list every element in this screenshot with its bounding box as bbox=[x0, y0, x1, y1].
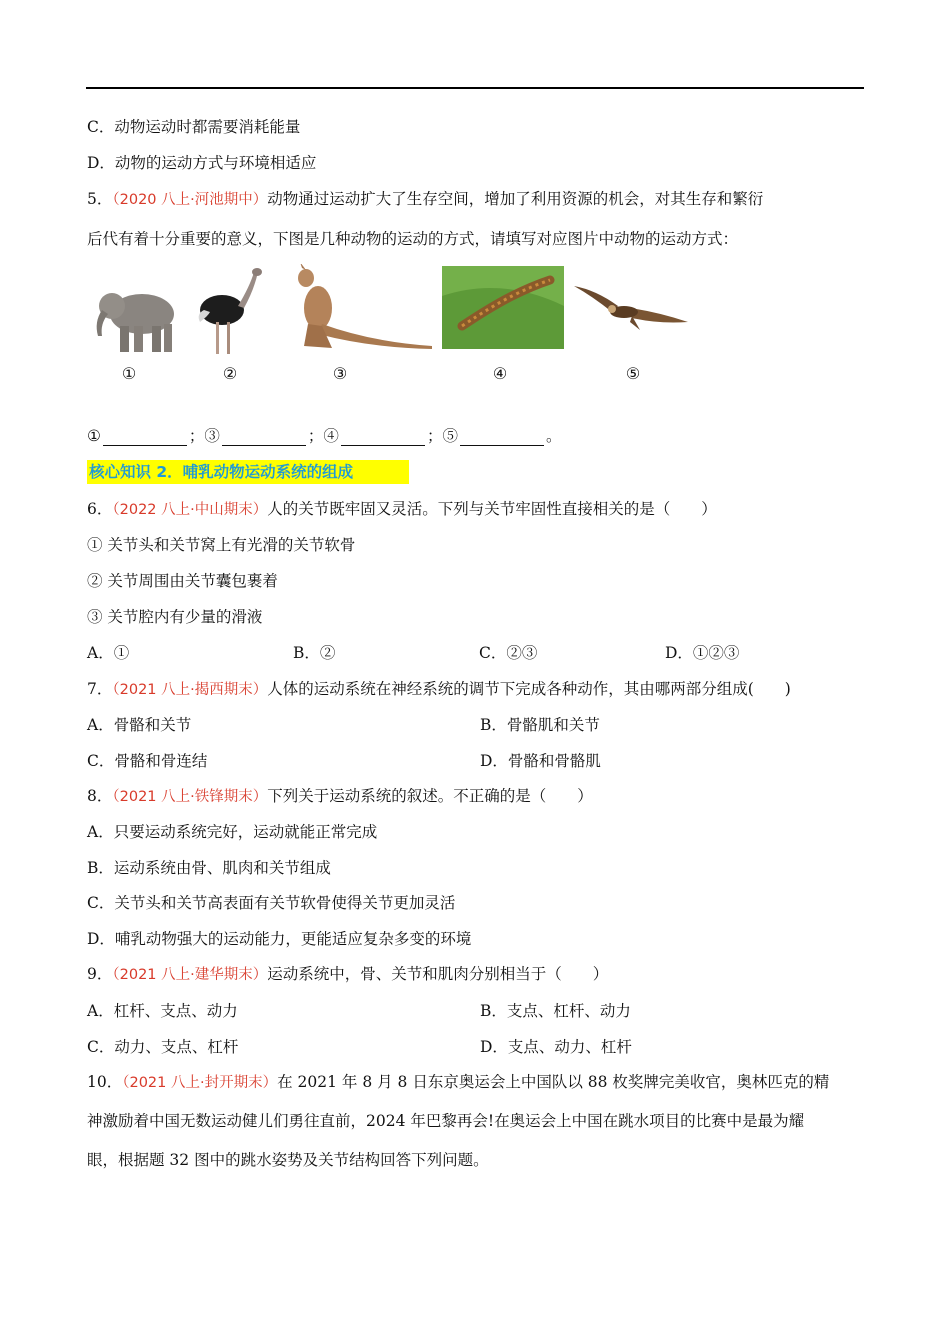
question-source: （2020 八上·河池期中） bbox=[112, 192, 268, 208]
answer-blank-3[interactable] bbox=[222, 429, 306, 446]
question-number: 9． bbox=[87, 965, 113, 983]
image-label-1: ① bbox=[121, 364, 137, 383]
question-text: 人的关节既牢固又灵活。下列与关节牢固性直接相关的是（ ） bbox=[267, 500, 717, 518]
q7-option-b[interactable]: B．骨骼肌和关节 bbox=[480, 716, 600, 734]
q7-option-c[interactable]: C．骨骼和骨连结 bbox=[87, 752, 208, 770]
q8-option-a[interactable]: A．只要运动系统完好，运动就能正常完成 bbox=[87, 823, 378, 841]
kangaroo-image bbox=[292, 264, 434, 350]
ostrich-image bbox=[194, 266, 266, 356]
question-source: （2022 八上·中山期末） bbox=[112, 502, 268, 518]
image-label-2: ② bbox=[222, 364, 238, 383]
question-text: 在 2021 年 8 月 8 日东京奥运会上中国队以 88 枚奖牌完美收官，奥林匹克的精 bbox=[277, 1073, 830, 1091]
q9-option-a[interactable]: A．杠杆、支点、动力 bbox=[87, 1002, 238, 1020]
q4-option-c: C．动物运动时都需要消耗能量 bbox=[87, 118, 301, 136]
blank-end: 。 bbox=[545, 427, 562, 445]
q6-option-c[interactable]: C．②③ bbox=[479, 644, 538, 662]
question-source: （2021 八上·铁锋期末） bbox=[112, 789, 268, 805]
blank-label-5: ；⑤ bbox=[426, 427, 458, 445]
question-text: 运动系统中，骨、关节和肌肉分别相当于（ ） bbox=[267, 965, 609, 983]
header-rule bbox=[86, 87, 864, 89]
q9-option-c[interactable]: C．动力、支点、杠杆 bbox=[87, 1038, 239, 1056]
question-source: （2021 八上·揭西期末） bbox=[112, 682, 268, 698]
question-7 bbox=[87, 679, 791, 700]
q6-option-a[interactable]: A．① bbox=[87, 644, 130, 662]
question-number: 8． bbox=[87, 787, 113, 805]
question-5 bbox=[87, 189, 763, 210]
question-6 bbox=[87, 499, 717, 520]
q4-option-d: D．动物的运动方式与环境相适应 bbox=[87, 154, 317, 172]
question-10 bbox=[87, 1072, 829, 1093]
question-number: 5． bbox=[87, 190, 113, 208]
blank-label-1: ① bbox=[87, 427, 101, 445]
question-9 bbox=[87, 964, 608, 985]
centipede-image bbox=[442, 266, 564, 349]
question-8 bbox=[87, 786, 593, 807]
question-5-line2: 后代有着十分重要的意义，下图是几种动物的运动的方式，请填写对应图片中动物的运动方式： bbox=[87, 230, 739, 248]
q9-option-b[interactable]: B．支点、杠杆、动力 bbox=[480, 1002, 631, 1020]
answer-blank-1[interactable] bbox=[103, 429, 187, 446]
elephant-image bbox=[90, 282, 182, 356]
section-heading: 核心知识 2．哺乳动物运动系统的组成 bbox=[87, 460, 409, 484]
question-source: （2021 八上·封开期末） bbox=[122, 1075, 278, 1091]
q6-options bbox=[87, 643, 740, 663]
image-label-5: ⑤ bbox=[625, 364, 641, 383]
q9-option-d[interactable]: D．支点、动力、杠杆 bbox=[480, 1038, 632, 1056]
image-label-4: ④ bbox=[492, 364, 508, 383]
answer-blanks bbox=[87, 426, 561, 446]
blank-label-3: ；③ bbox=[188, 427, 220, 445]
question-text: 下列关于运动系统的叙述。不正确的是（ ） bbox=[267, 787, 593, 805]
question-source: （2021 八上·建华期末） bbox=[112, 967, 268, 983]
q6-item-3: ③ 关节腔内有少量的滑液 bbox=[87, 608, 263, 626]
q6-option-d[interactable]: D．①②③ bbox=[665, 644, 740, 662]
answer-blank-5[interactable] bbox=[460, 429, 544, 446]
blank-label-4: ；④ bbox=[307, 427, 339, 445]
question-text: 动物通过运动扩大了生存空间，增加了利用资源的机会，对其生存和繁衍 bbox=[267, 190, 764, 208]
q6-option-b[interactable]: B．② bbox=[293, 644, 336, 662]
image-label-3: ③ bbox=[332, 364, 348, 383]
question-number: 10． bbox=[87, 1073, 123, 1091]
answer-blank-4[interactable] bbox=[341, 429, 425, 446]
q8-option-c[interactable]: C．关节头和关节高表面有关节软骨使得关节更加灵活 bbox=[87, 894, 456, 912]
question-10-line3: 眼，根据题 32 图中的跳水姿势及关节结构回答下列问题。 bbox=[87, 1151, 489, 1169]
q8-option-d[interactable]: D．哺乳动物强大的运动能力，更能适应复杂多变的环境 bbox=[87, 930, 472, 948]
question-text: 人体的运动系统在神经系统的调节下完成各种动作，其由哪两部分组成( ) bbox=[267, 680, 791, 698]
q7-option-d[interactable]: D．骨骼和骨骼肌 bbox=[480, 752, 601, 770]
eagle-image bbox=[572, 276, 690, 340]
q6-item-2: ② 关节周围由关节囊包裹着 bbox=[87, 572, 278, 590]
question-number: 7． bbox=[87, 680, 113, 698]
q7-option-a[interactable]: A．骨骼和关节 bbox=[87, 716, 192, 734]
question-10-line2: 神激励着中国无数运动健儿们勇往直前，2024 年巴黎再会!在奥运会上中国在跳水项目的比赛中是最为耀 bbox=[87, 1112, 805, 1130]
q8-option-b[interactable]: B．运动系统由骨、肌肉和关节组成 bbox=[87, 859, 331, 877]
question-number: 6． bbox=[87, 500, 113, 518]
q6-item-1: ① 关节头和关节窝上有光滑的关节软骨 bbox=[87, 536, 356, 554]
